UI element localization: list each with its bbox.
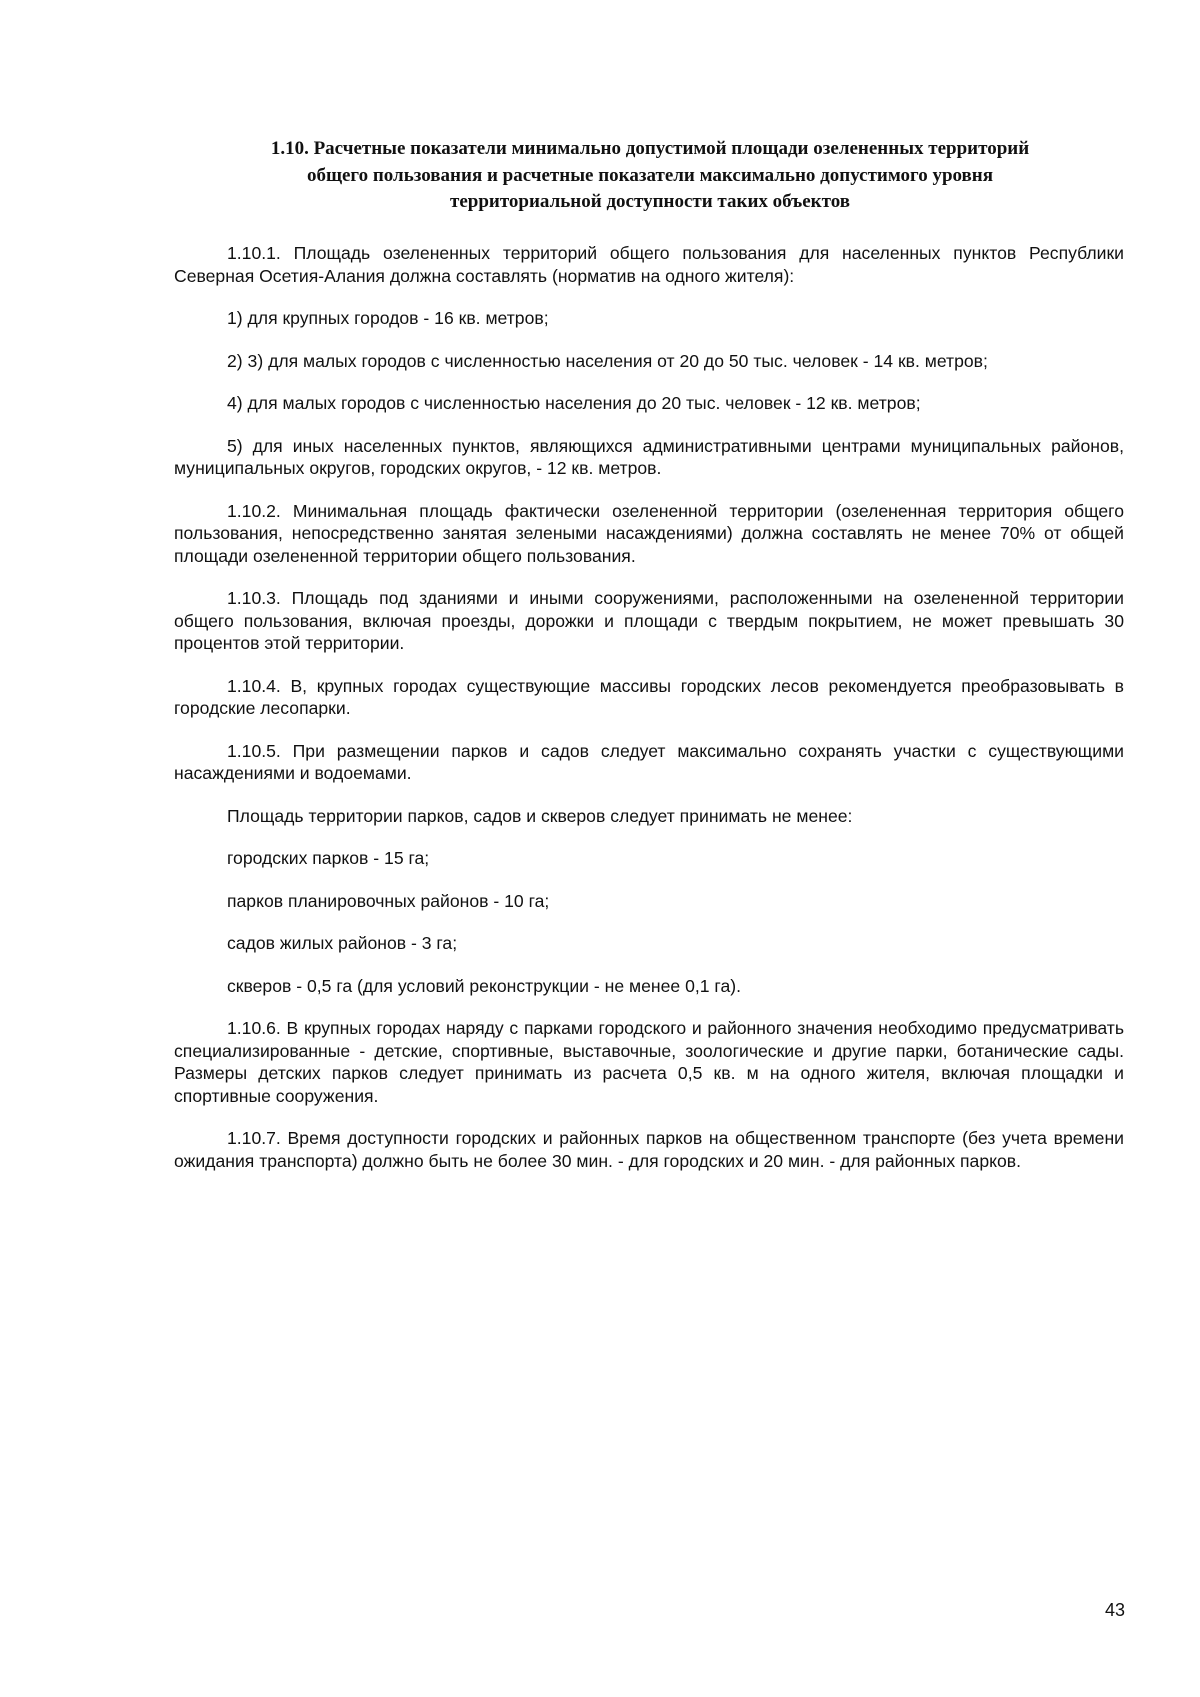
paragraph-1-10-1: 1.10.1. Площадь озелененных территорий общего пользования для населенных пунктов Республики Северная Осетия-Алания должна составлять (норматив на одного жителя): (174, 243, 1124, 286)
paragraph-1-10-4: 1.10.4. В, крупных городах существующие массивы городских лесов рекомендуется преобразовывать в городские лесопарки. (174, 675, 1124, 718)
list-item-other-settlements: 5) для иных населенных пунктов, являющихся административными центрами муниципальных районов, муниципальных округов, городских округов, - 12 кв. метров. (174, 435, 1124, 478)
document-body (174, 242, 1124, 1192)
list-item-city-parks: городских парков - 15 га; (227, 848, 430, 868)
paragraph-1-10-7: 1.10.7. Время доступности городских и районных парков на общественном транспорте (без учета времени ожидания транспорта) должно быть не более 30 мин. - для городских и 20 мин. - для районных парков. (174, 1128, 1124, 1171)
heading-line: 1.10. Расчетные показатели минимально допустимой площади озелененных территорий (270, 138, 1030, 159)
heading-line: территориальной доступности таких объектов (449, 191, 850, 212)
list-item-large-cities: 1) для крупных городов - 16 кв. метров; (227, 308, 549, 328)
paragraph-1-10-2: 1.10.2. Минимальная площадь фактически озелененной территории (озелененная территория общего пользования, непосредственно занятая зелеными насаждениями) должна составлять не менее 70% от общей площади озелененной территории общего пользования. (174, 500, 1124, 566)
section-heading (175, 136, 1125, 216)
list-item-squares: скверов - 0,5 га (для условий реконструкции - не менее 0,1 га). (227, 975, 741, 996)
paragraph-1-10-6: 1.10.6. В крупных городах наряду с парками городского и районного значения необходимо предусматривать специализированные - детские, спортивные, выставочные, зоологические и другие парки, ботанические сады. Размеры детских парков следует принимать из расчета 0,5 кв. м на одного жителя, включая площадки и спортивные сооружения. (174, 1018, 1124, 1106)
list-item-district-parks: парков планировочных районов - 10 га; (227, 890, 550, 911)
list-item-residential-gardens: садов жилых районов - 3 га; (227, 933, 458, 953)
list-item-small-cities-under-20: 4) для малых городов с численностью населения до 20 тыс. человек - 12 кв. метров; (227, 393, 921, 413)
heading-line: общего пользования и расчетные показатели максимально допустимого уровня (306, 164, 994, 186)
page-number: 43 (1104, 1600, 1125, 1620)
paragraph-1-10-3: 1.10.3. Площадь под зданиями и иными сооружениями, расположенными на озелененной территории общего пользования, включая проезды, дорожки и площади с твердым покрытием, не может превышать 30 процентов этой территории. (174, 588, 1124, 653)
paragraph-park-area-minimums: Площадь территории парков, садов и скверов следует принимать не менее: (227, 805, 853, 826)
list-item-small-cities-20-50: 2) 3) для малых городов с численностью населения от 20 до 50 тыс. человек - 14 кв. метров; (227, 350, 988, 371)
paragraph-1-10-5: 1.10.5. При размещении парков и садов следует максимально сохранять участки с существующими насаждениями и водоемами. (174, 740, 1124, 783)
